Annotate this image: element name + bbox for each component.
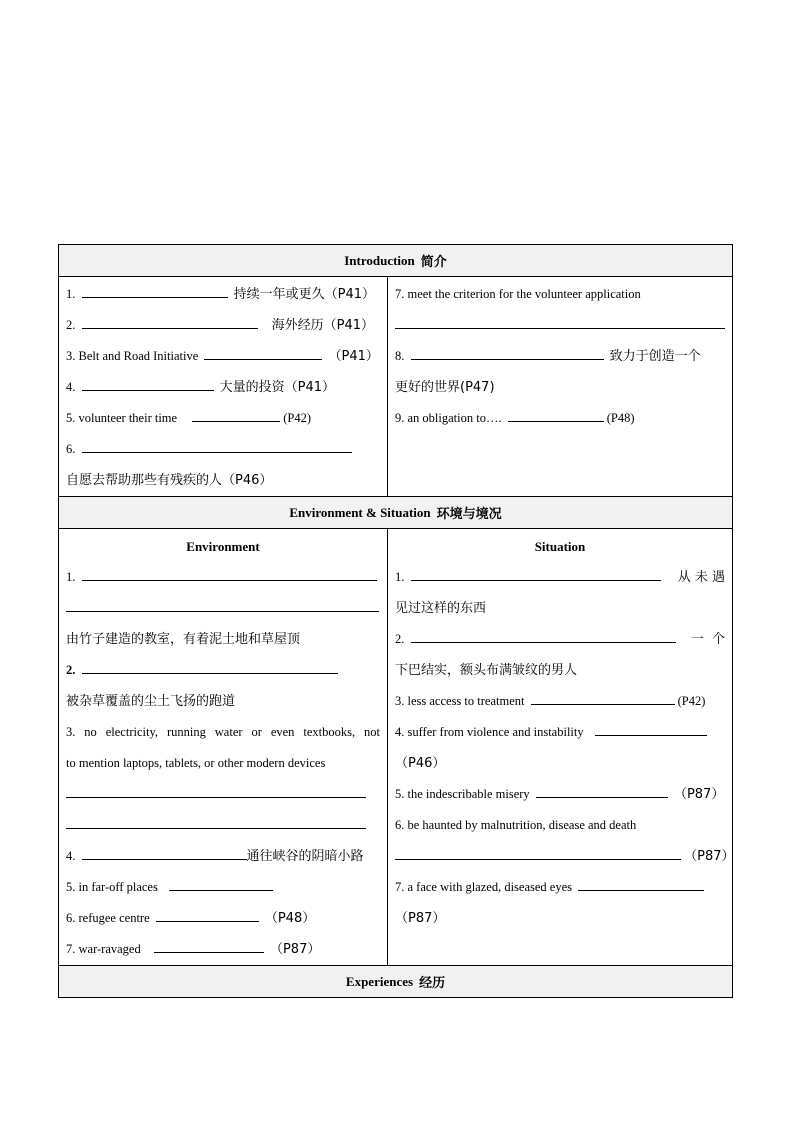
- answer-blank[interactable]: [192, 406, 280, 422]
- experiences-header: [59, 966, 732, 997]
- intro-title-cn: 简介: [420, 254, 447, 269]
- intro-item-8-meaning: 更好的世界(P47): [395, 380, 495, 395]
- intro-right-column: [388, 277, 732, 496]
- sit-item-7-ref: （P87）: [395, 911, 446, 926]
- answer-blank[interactable]: [82, 375, 214, 391]
- sit-item-4-ref: （P46）: [395, 756, 446, 771]
- intro-item-8: 8. 致力于创造一个: [395, 341, 725, 372]
- intro-item-6: 6.: [66, 434, 380, 465]
- intro-item-4: 4. 大量的投资（P41）: [66, 372, 380, 403]
- answer-blank[interactable]: [82, 658, 338, 674]
- env-item-2: 2.: [66, 655, 380, 686]
- sit-item-1-meaning: 见过这样的东西: [395, 601, 487, 616]
- intro-item-7: 7. meet the criterion for the volunteer application: [395, 287, 641, 301]
- sit-item-2: 2. 一 个: [395, 624, 725, 655]
- env-item-3-answer-b: [66, 810, 380, 841]
- environment-heading: Environment: [186, 539, 260, 554]
- situation-heading: Situation: [534, 539, 586, 554]
- sit-item-2-meaning: 下巴结实，额头布满皱纹的男人: [395, 663, 578, 678]
- answer-blank[interactable]: [536, 782, 668, 798]
- answer-blank[interactable]: [82, 565, 377, 581]
- intro-header: [59, 245, 732, 277]
- sit-item-4: 4. suffer from violence and instability: [395, 717, 725, 748]
- env-item-1: 1.: [66, 562, 380, 593]
- answer-blank[interactable]: [395, 844, 681, 860]
- intro-item-2: 2. 海外经历（P41）: [66, 310, 380, 341]
- intro-item-6-meaning: 自愿去帮助那些有残疾的人（P46）: [66, 473, 273, 488]
- answer-blank[interactable]: [169, 875, 273, 891]
- answer-blank[interactable]: [66, 813, 366, 829]
- experiences-title: Experiences: [345, 973, 414, 989]
- sit-item-5: 5. the indescribable misery （P87）: [395, 779, 725, 810]
- env-item-3-cont: to mention laptops, tablets, or other modern devices: [66, 756, 326, 770]
- env-item-2-meaning: 被杂草覆盖的尘土飞扬的跑道: [66, 694, 236, 709]
- answer-blank[interactable]: [508, 406, 604, 422]
- situation-column: [388, 529, 735, 965]
- intro-item-3: 3. Belt and Road Initiative （P41）: [66, 341, 380, 372]
- sit-item-1: 1. 从 未 遇: [395, 562, 725, 593]
- answer-blank[interactable]: [411, 627, 676, 643]
- intro-item-7-answer: [395, 310, 725, 341]
- sit-item-3: 3. less access to treatment (P42): [395, 686, 725, 717]
- env-item-3: 3. no electricity, running water or even textbooks, not: [66, 725, 380, 739]
- env-sit-title-cn: 环境与境况: [436, 506, 502, 521]
- answer-blank[interactable]: [82, 437, 352, 453]
- intro-item-5: 5. volunteer their time (P42): [66, 403, 380, 434]
- env-item-5: 5. in far-off places: [66, 872, 380, 903]
- intro-item-1: 1. 持续一年或更久（P41）: [66, 279, 380, 310]
- env-item-4: 4. 通往峡谷的阴暗小路: [66, 841, 380, 872]
- sit-item-7: 7. a face with glazed, diseased eyes: [395, 872, 725, 903]
- answer-blank[interactable]: [204, 344, 322, 360]
- vocab-table: [58, 244, 733, 998]
- env-sit-header: [59, 497, 732, 529]
- answer-blank[interactable]: [411, 565, 661, 581]
- experiences-title-cn: 经历: [419, 975, 446, 990]
- answer-blank[interactable]: [154, 937, 264, 953]
- intro-title: Introduction: [344, 252, 415, 268]
- sit-item-6: 6. be haunted by malnutrition, disease and death: [395, 818, 637, 832]
- answer-blank[interactable]: [156, 906, 259, 922]
- answer-blank[interactable]: [82, 313, 258, 329]
- env-sit-title: Environment & Situation: [289, 504, 431, 520]
- intro-left-column: [59, 277, 388, 496]
- answer-blank[interactable]: [595, 720, 707, 736]
- answer-blank[interactable]: [66, 596, 379, 612]
- env-item-1-meaning: 由竹子建造的教室，有着泥土地和草屋顶: [66, 632, 301, 647]
- sit-item-6-answer: （P87）: [395, 841, 725, 872]
- env-item-6: 6. refugee centre （P48）: [66, 903, 380, 934]
- env-sit-grid: [59, 529, 735, 966]
- intro-item-9: 9. an obligation to…. (P48): [395, 403, 725, 434]
- environment-column: [59, 529, 388, 965]
- answer-blank[interactable]: [66, 782, 366, 798]
- env-item-3-answer-a: [66, 779, 380, 810]
- answer-blank[interactable]: [82, 844, 247, 860]
- answer-blank[interactable]: [395, 313, 725, 329]
- answer-blank[interactable]: [531, 689, 675, 705]
- env-item-7: 7. war-ravaged （P87）: [66, 934, 380, 965]
- intro-grid: [59, 277, 732, 497]
- answer-blank[interactable]: [82, 282, 228, 298]
- answer-blank[interactable]: [578, 875, 704, 891]
- answer-blank[interactable]: [411, 344, 604, 360]
- env-item-1-cont: [66, 593, 380, 624]
